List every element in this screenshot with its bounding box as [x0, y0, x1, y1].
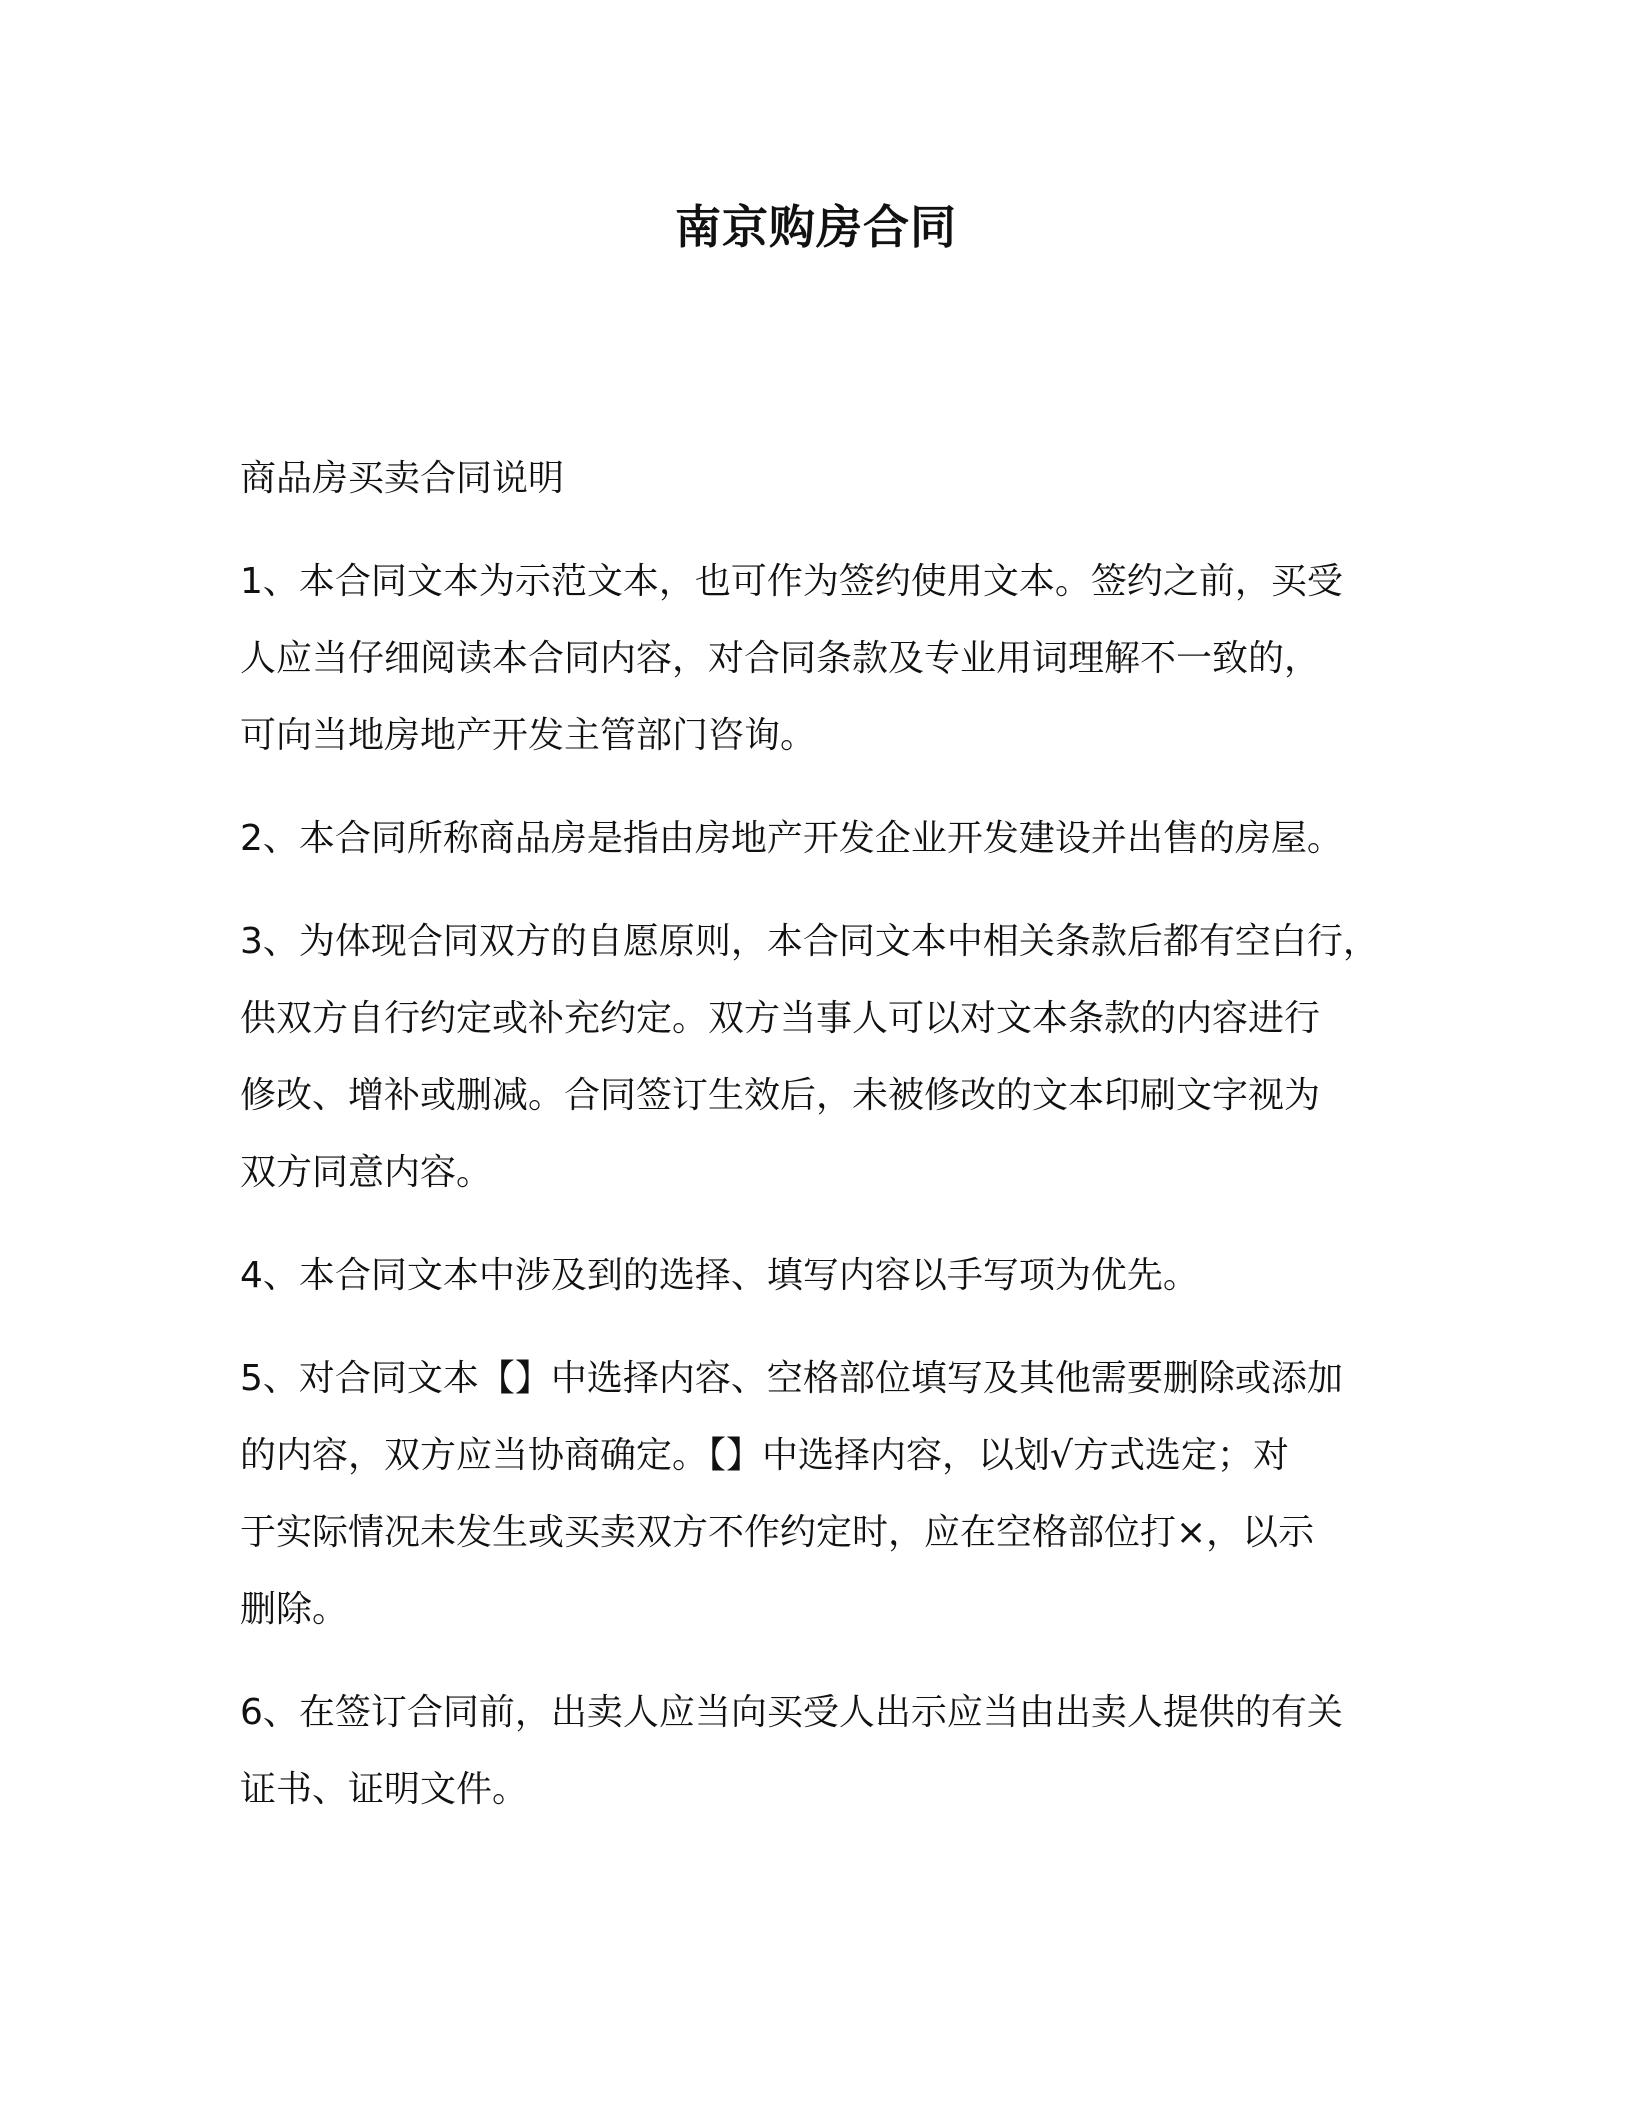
section-heading: 商品房买卖合同说明 — [240, 458, 565, 499]
clause-6 — [240, 1674, 1400, 1828]
clause-line: 1、本合同文本为示范文本，也可作为签约使用文本。签约之前，买受 — [240, 561, 1343, 602]
clause-line: 的内容，双方应当协商确定。【】中选择内容，以划√方式选定；对 — [240, 1435, 1289, 1476]
clause-line: 4、本合同文本中涉及到的选择、填写内容以手写项为优先。 — [240, 1255, 1199, 1296]
clause-line: 6、在签订合同前，出卖人应当向买受人出示应当由出卖人提供的有关 — [240, 1692, 1343, 1733]
clause-line: 修改、增补或删减。合同签订生效后，未被修改的文本印刷文字视为 — [240, 1075, 1321, 1116]
clause-line: 证书、证明文件。 — [240, 1769, 529, 1810]
document-title: 南京购房合同 — [675, 200, 957, 254]
clause-line: 双方同意内容。 — [240, 1152, 493, 1193]
clause-2 — [240, 800, 1400, 877]
clause-line: 2、本合同所称商品房是指由房地产开发企业开发建设并出售的房屋。 — [240, 818, 1343, 859]
clause-line: 5、对合同文本【】中选择内容、空格部位填写及其他需要删除或添加 — [240, 1358, 1343, 1399]
clause-line: 可向当地房地产开发主管部门咨询。 — [240, 715, 817, 756]
clause-4 — [240, 1237, 1400, 1314]
clause-5 — [240, 1340, 1400, 1648]
clause-line: 删除。 — [240, 1589, 349, 1630]
clause-line: 供双方自行约定或补充约定。双方当事人可以对文本条款的内容进行 — [240, 998, 1321, 1039]
document-body — [240, 440, 1400, 1854]
clause-3 — [240, 903, 1400, 1211]
clause-line: 人应当仔细阅读本合同内容，对合同条款及专业用词理解不一致的， — [240, 638, 1321, 679]
clause-line: 于实际情况未发生或买卖双方不作约定时，应在空格部位打×，以示 — [240, 1512, 1315, 1553]
clause-1 — [240, 543, 1400, 774]
clause-line: 3、为体现合同双方的自愿原则，本合同文本中相关条款后都有空白行， — [240, 921, 1379, 962]
